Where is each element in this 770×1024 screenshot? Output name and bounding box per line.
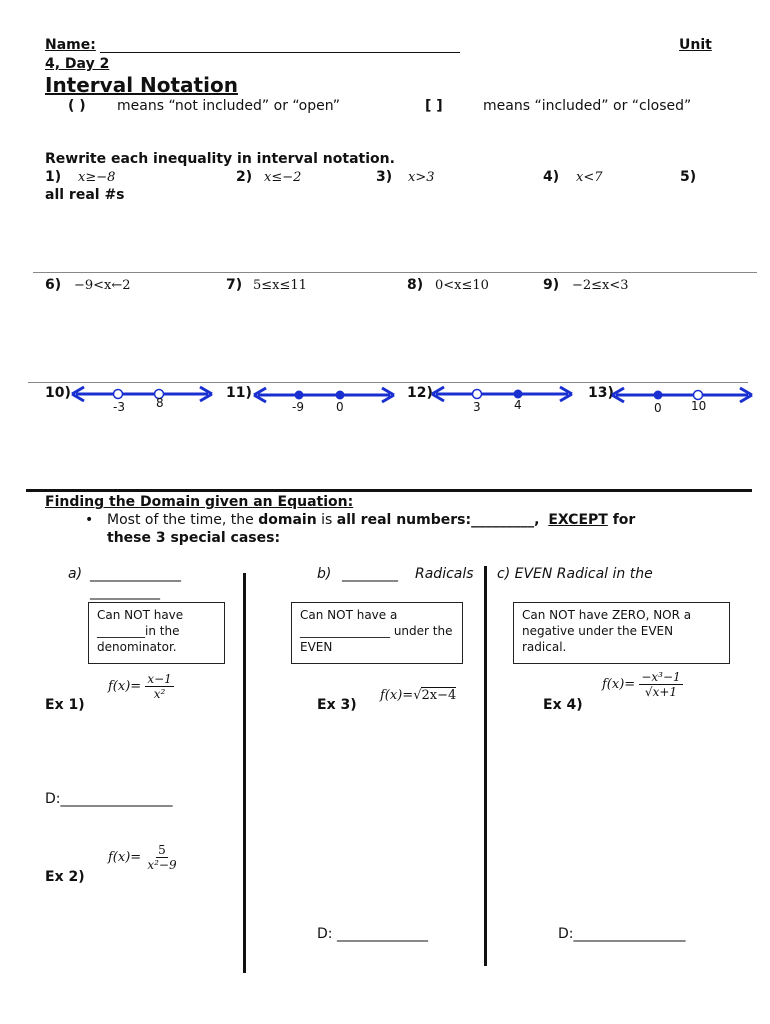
number-line-13 — [610, 382, 755, 416]
case-a-blank-2[interactable]: __________ — [90, 584, 160, 600]
tick-label: -9 — [292, 400, 304, 414]
open-point — [473, 390, 482, 399]
name-label: Name: — [45, 37, 96, 53]
problem-number: 1) — [45, 169, 62, 185]
fraction — [639, 670, 682, 699]
domain-answer-line[interactable]: D:________________ — [558, 926, 686, 942]
numerator: x−1 — [147, 672, 172, 686]
case-a-label: a) — [68, 566, 83, 582]
column-divider — [484, 566, 487, 966]
example-label: Ex 4) — [543, 697, 583, 713]
open-meaning: means “not included” or “open” — [117, 98, 341, 114]
tick-label: -3 — [113, 400, 125, 414]
problem-inequality — [74, 278, 131, 293]
denominator — [643, 685, 679, 699]
example-4-function — [602, 670, 683, 699]
rewrite-instruction: Rewrite each inequality in interval notation. — [45, 151, 395, 167]
number-line-11 — [252, 382, 397, 416]
open-point — [114, 390, 123, 399]
case-b-extra: Radicals — [415, 566, 474, 582]
number-line-12 — [430, 382, 575, 416]
tick-label: 0 — [654, 401, 662, 415]
inequality-text: 0<x≤10 — [435, 278, 489, 293]
example-label: Ex 1) — [45, 697, 85, 713]
example-2-function — [108, 843, 179, 872]
case-b-label: b) — [317, 566, 332, 582]
divider — [33, 272, 757, 273]
tick-label: 8 — [156, 396, 164, 410]
day-label: 4, Day 2 — [45, 56, 110, 72]
problem-inequality — [264, 170, 301, 185]
problem-inequality — [576, 170, 603, 185]
bullet-icon: • — [85, 512, 94, 528]
section-divider — [26, 489, 752, 492]
inequality-text: −2≤x<3 — [572, 278, 629, 293]
domain-answer-line[interactable]: D:________________ — [45, 791, 173, 807]
problem-number: 3) — [376, 169, 393, 185]
case-c-box: Can NOT have ZERO, NOR a negative under the EVEN radical. — [513, 602, 730, 664]
problem-inequality — [78, 170, 115, 185]
bullet-text-part: Most of the time, the — [107, 512, 259, 528]
domain-answer-line[interactable]: D: _____________ — [317, 926, 428, 942]
problem-number: 9) — [543, 277, 560, 293]
denominator: x²−9 — [147, 858, 177, 872]
bullet-text — [107, 512, 635, 528]
fraction — [145, 843, 178, 872]
example-1-function — [108, 672, 174, 701]
problem-inequality — [572, 278, 629, 293]
tick-label: 10 — [691, 399, 707, 413]
problem-number: 11) — [226, 385, 252, 401]
inequality-text: x<7 — [576, 170, 603, 185]
function-name: f(x)= — [108, 850, 142, 865]
inequality-text: x≤−2 — [264, 170, 302, 185]
case-a-blank[interactable]: _____________ — [90, 566, 181, 582]
bullet-for: for — [607, 512, 636, 528]
closed-point — [654, 391, 663, 400]
bullet-except: EXCEPT — [548, 512, 608, 528]
bullet-line-2: these 3 special cases: — [107, 530, 281, 546]
numerator: −x³−1 — [641, 670, 681, 684]
tick-label: 0 — [336, 400, 344, 414]
bullet-bold-all-real: all real numbers: — [336, 512, 472, 528]
denominator: x² — [153, 687, 166, 701]
tick-label: 4 — [514, 398, 522, 412]
closed-symbol: [ ] — [425, 98, 443, 114]
bullet-bold-domain: domain — [258, 512, 317, 528]
problem-inequality — [435, 278, 489, 293]
closed-point — [336, 391, 345, 400]
page-title: Interval Notation — [45, 73, 238, 97]
bullet-blank[interactable]: _________, — [471, 512, 540, 528]
inequality-text: 5≤x≤11 — [253, 278, 307, 293]
tick-label: 3 — [473, 400, 481, 414]
problem-number: 5) — [680, 169, 697, 185]
fraction — [145, 672, 173, 701]
radicand: x+1 — [652, 685, 678, 699]
function-name: f(x)= — [602, 677, 636, 692]
problem-number: 2) — [236, 169, 253, 185]
inequality-text: x>3 — [408, 170, 435, 185]
function-name: f(x)= — [380, 688, 414, 703]
problem-inequality — [408, 170, 435, 185]
numerator: 5 — [158, 843, 166, 857]
problem-number: 7) — [226, 277, 243, 293]
radicand: 2x−4 — [421, 688, 457, 703]
problem-number: 10) — [45, 385, 71, 401]
case-c-label: c) EVEN Radical in the — [497, 566, 653, 582]
case-b-blank[interactable]: ________ — [342, 566, 398, 582]
problem-number: 12) — [407, 385, 433, 401]
problem-text: all real #s — [45, 187, 125, 203]
inequality-text: −9<x←2 — [74, 278, 131, 293]
problem-inequality — [253, 278, 307, 293]
column-divider — [243, 573, 246, 973]
example-label: Ex 2) — [45, 869, 85, 885]
closed-point — [295, 391, 304, 400]
number-line-10 — [70, 382, 215, 416]
case-b-box: Can NOT have a _______________ under the EVEN — [291, 602, 463, 664]
function-name: f(x)= — [108, 679, 142, 694]
problem-number: 4) — [543, 169, 560, 185]
example-label: Ex 3) — [317, 697, 357, 713]
problem-number: 8) — [407, 277, 424, 293]
case-a-box: Can NOT have ________in the denominator. — [88, 602, 225, 664]
radical-icon: √ — [413, 688, 422, 703]
domain-section-title: Finding the Domain given an Equation: — [45, 494, 354, 510]
unit-label: Unit — [679, 37, 712, 53]
closed-meaning: means “included” or “closed” — [483, 98, 692, 114]
radical-icon: √ — [644, 685, 653, 699]
example-3-function — [380, 688, 456, 703]
inequality-text: x≥−8 — [78, 170, 116, 185]
name-blank-line[interactable] — [100, 52, 460, 53]
open-symbol: ( ) — [68, 98, 86, 114]
problem-number: 13) — [588, 385, 614, 401]
bullet-text-part: is — [316, 512, 337, 528]
problem-number: 6) — [45, 277, 62, 293]
